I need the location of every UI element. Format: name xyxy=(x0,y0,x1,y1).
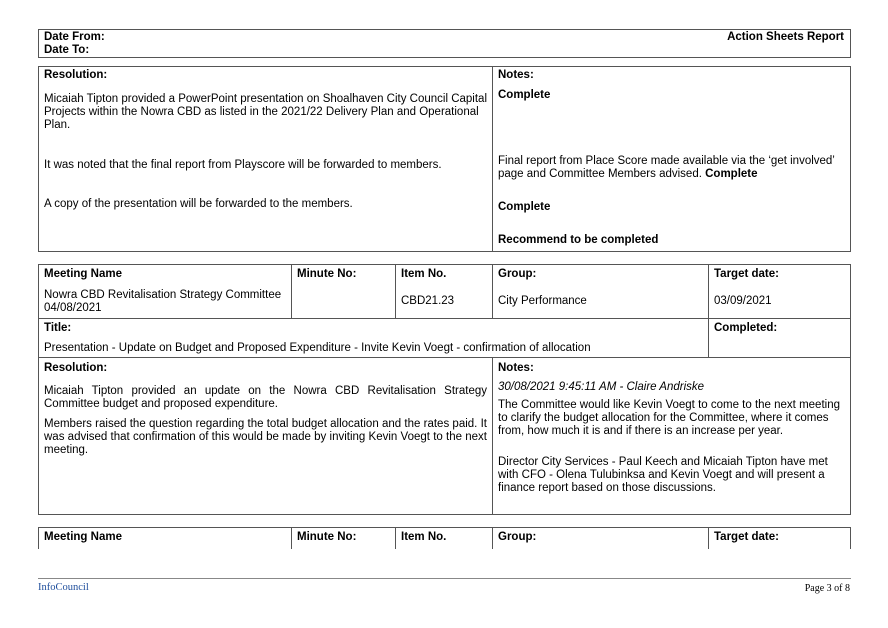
notes-label: Notes: xyxy=(498,362,534,374)
meeting-name-header: Meeting Name xyxy=(44,531,122,543)
target-date-header: Target date: xyxy=(714,531,779,543)
next-item-border xyxy=(38,527,39,549)
column-divider xyxy=(395,527,396,549)
notes-label: Notes: xyxy=(498,69,534,81)
next-item-top-border xyxy=(38,527,851,528)
report-title: Action Sheets Report xyxy=(727,31,844,43)
title-label: Title: xyxy=(44,322,72,334)
footer-rule xyxy=(38,578,851,579)
target-date-header: Target date: xyxy=(714,268,779,280)
resolution-label: Resolution: xyxy=(44,362,108,374)
column-divider xyxy=(492,264,493,319)
meeting-name-value: Nowra CBD Revitalisation Strategy Committee 04/08/2021 xyxy=(44,289,282,314)
group-header: Group: xyxy=(498,268,537,280)
resolution-label: Resolution: xyxy=(44,69,108,81)
item-no-value: CBD21.23 xyxy=(401,295,455,307)
target-date-value: 03/09/2021 xyxy=(714,295,772,307)
resolution-paragraph: A copy of the presentation will be forwarded to the members. xyxy=(44,198,353,210)
note-timestamp: 30/08/2021 9:45:11 AM - Claire Andriske xyxy=(498,381,705,393)
resolution-paragraph: Micaiah Tipton provided a PowerPoint presentation on Shoalhaven City Council Capital Projects within the Nowra CBD as listed in the 2021/22 Delivery Plan and Operational Plan. xyxy=(44,93,488,131)
status-complete: Complete xyxy=(705,168,758,180)
note-paragraph: The Committee would like Kevin Voegt to come to the next meeting to clarify the budget allocation for the Committee, where it comes from, how much it is and if there is an increase per year. xyxy=(498,399,840,437)
note-text: Final report from Place Score made available via the ‘get involved’ page and Committee Members advised. xyxy=(498,155,835,180)
status-complete: Complete xyxy=(498,201,551,213)
column-divider xyxy=(492,357,493,514)
column-divider xyxy=(708,264,709,358)
date-to-label: Date To: xyxy=(44,44,90,56)
group-header: Group: xyxy=(498,531,537,543)
resolution-paragraph: It was noted that the final report from Playscore will be forwarded to members. xyxy=(44,159,442,171)
note-paragraph: Director City Services - Paul Keech and Micaiah Tipton have met with CFO - Olena Tulubinksa and Kevin Voegt and will present a finance report based on those discussions. xyxy=(498,456,828,494)
completed-label: Completed: xyxy=(714,322,778,334)
item-no-header: Item No. xyxy=(401,531,447,543)
item-no-header: Item No. xyxy=(401,268,447,280)
row-divider xyxy=(38,318,851,319)
page-number: Page 3 of 8 xyxy=(804,583,850,594)
resolution-paragraph: Micaiah Tipton provided an update on the Nowra CBD Revitalisation Strategy Committee budget and proposed expenditure. xyxy=(44,385,487,410)
note-paragraph xyxy=(498,155,846,181)
column-divider xyxy=(708,527,709,549)
column-divider xyxy=(291,527,292,549)
column-divider xyxy=(291,264,292,319)
next-item-border xyxy=(850,527,851,549)
minute-no-header: Minute No: xyxy=(297,268,357,280)
footer-brand: InfoCouncil xyxy=(38,582,89,593)
recommendation: Recommend to be completed xyxy=(498,234,659,246)
column-divider xyxy=(395,264,396,319)
resolution-paragraph: Members raised the question regarding the total budget allocation and the rates paid. It was advised that confirmation of this would be made by inviting Kevin Voegt to the next meeting. xyxy=(44,418,487,456)
row-divider xyxy=(38,357,851,358)
group-value: City Performance xyxy=(498,295,587,307)
minute-no-header: Minute No: xyxy=(297,531,357,543)
column-divider xyxy=(492,66,493,251)
status-complete: Complete xyxy=(498,89,551,101)
meeting-name-header: Meeting Name xyxy=(44,268,122,280)
item-title: Presentation - Update on Budget and Proposed Expenditure - Invite Kevin Voegt - confirmation of allocation xyxy=(44,342,591,354)
column-divider xyxy=(492,527,493,549)
date-from-label: Date From: xyxy=(44,31,105,43)
